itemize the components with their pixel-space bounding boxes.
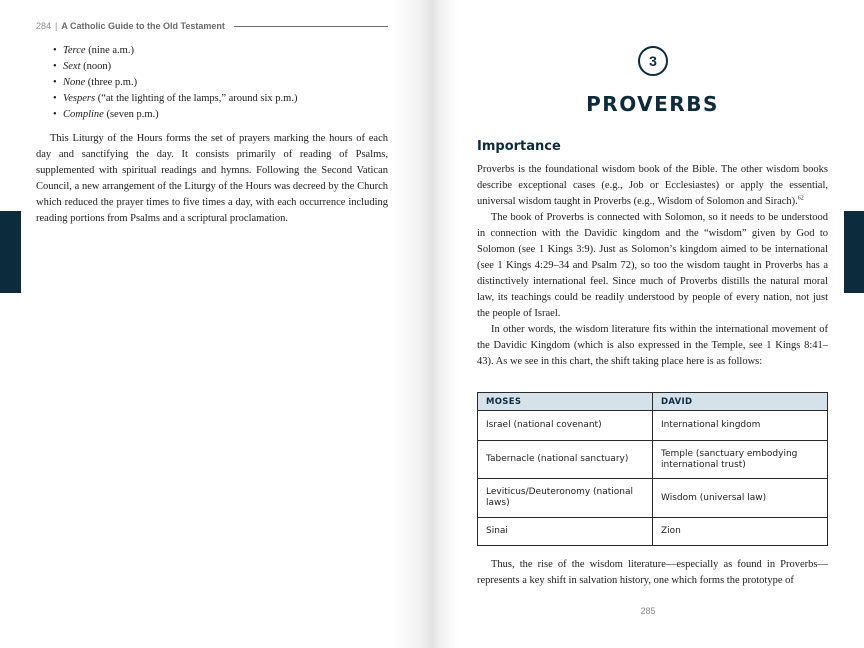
footnote-ref[interactable]: 62 [797,195,804,202]
hour-name: Compline [63,109,104,120]
table-row [478,518,828,546]
hour-detail: (noon) [80,61,112,72]
list-item [53,43,297,59]
table-cell: Leviticus/Deuteronomy (national laws) [478,479,653,518]
table-cell: International kingdom [653,411,828,441]
list-item [53,107,297,123]
list-item [53,75,297,91]
table-cell: Israel (national covenant) [478,411,653,441]
bullet-icon: • [53,45,57,56]
table-cell: Wisdom (universal law) [653,479,828,518]
table-cell: Sinai [478,518,653,546]
hour-detail: (“at the lighting of the lamps,” around six p.m.) [95,93,298,104]
running-head-separator: | [55,21,58,31]
chapter-number: 3 [649,53,657,69]
gutter-shadow [432,0,458,648]
hour-detail: (nine a.m.) [85,45,134,56]
gutter-shadow [392,0,432,648]
table-cell: Zion [653,518,828,546]
running-head [36,20,388,32]
section-heading: Importance [477,139,561,154]
table-header-row [478,393,828,411]
comparison-table [477,392,828,546]
page-number-right: 285 [640,606,656,616]
hour-name: Terce [63,45,86,56]
hour-name: None [63,77,86,88]
bullet-icon: • [53,93,57,104]
table-cell: Temple (sanctuary embodying international trust) [653,441,828,479]
table-row [478,441,828,479]
hour-name: Sext [63,61,81,72]
body-text [477,162,828,370]
column-header: MOSES [478,393,653,411]
closing-paragraph: Thus, the rise of the wisdom literature—especially as found in Proverbs—represents a key shift in salvation history, one which forms the prototype of [477,559,828,586]
right-thumb-tab [844,211,864,293]
bullet-icon: • [53,61,57,72]
column-header: DAVID [653,393,828,411]
paragraph [477,162,828,210]
liturgy-paragraph: This Liturgy of the Hours forms the set of prayers marking the hours of each day and sanctifying the day. It consists primarily of reading of Psalms, supplemented with spiritual readings and hymns. Following the Second Vatican Council, a new arrangement of the Liturgy of the Hours was decreed by the Church which reduced the prayer times to five times a day, with each occurrence including reading portions from Psalms and a scriptural proclamation. [36,133,388,224]
page-number-left: 284 [36,21,52,31]
paragraph-text: Proverbs is the foundational wisdom book of the Bible. The other wisdom books describe exceptional cases (e.g., Job or Ecclesiastes) or apply the essential, universal wisdom taught in Proverbs (e.g., Wisdom of Solomon and Sirach). [477,164,828,207]
paragraph: The book of Proverbs is connected with Solomon, so it needs to be understood in connection with the Davidic kingdom and the “wisdom” given by God to Solomon (see 1 Kings 3:9). Just as Solomon’s kingdom aimed to be international (see 1 Kings 4:29–34 and Psalm 72), so too the wisdom taught in Proverbs has a distinctively international feel. Since much of Proverbs distills the natural moral law, its teachings could be readily understood by people of every nation, not just the people of Israel. [477,212,828,319]
running-head-rule [234,26,388,27]
list-item [53,91,297,107]
left-thumb-tab [0,211,21,293]
chapter-number-badge [638,46,668,76]
paragraph: In other words, the wisdom literature fits within the international movement of the Davidic Kingdom (which is also expressed in the Temple, see 1 Kings 8:41–43). As we see in this chart, the shift taking place here is as follows: [477,324,828,367]
bullet-icon: • [53,109,57,120]
table-row [478,479,828,518]
chapter-title: PROVERBS [586,92,719,116]
list-item [53,59,297,75]
table-cell: Tabernacle (national sanctuary) [478,441,653,479]
hours-list [53,43,297,123]
table-row [478,411,828,441]
bullet-icon: • [53,77,57,88]
hour-detail: (three p.m.) [85,77,138,88]
hour-name: Vespers [63,93,96,104]
hour-detail: (seven p.m.) [103,109,159,120]
book-title: A Catholic Guide to the Old Testament [61,21,225,31]
